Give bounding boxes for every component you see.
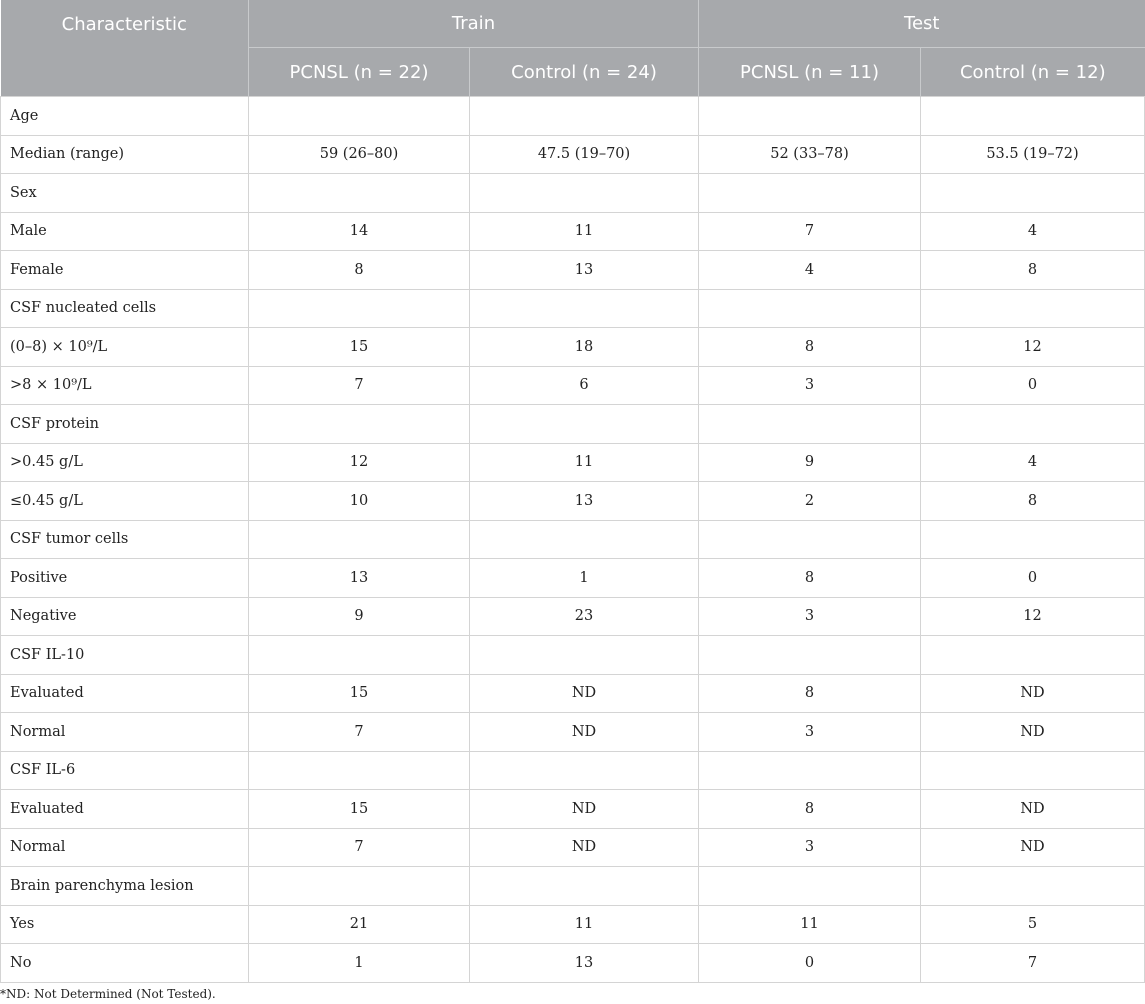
cell-value: 11 bbox=[470, 212, 699, 251]
cell-value bbox=[699, 636, 921, 675]
cell-value bbox=[249, 520, 470, 559]
cell-value: 8 bbox=[699, 674, 921, 713]
cell-value: 23 bbox=[470, 597, 699, 636]
cell-value bbox=[699, 405, 921, 444]
cell-value: 52 (33–78) bbox=[699, 135, 921, 174]
table-footnote: *ND: Not Determined (Not Tested). bbox=[0, 987, 216, 1001]
row-label: Evaluated bbox=[1, 674, 249, 713]
cell-value bbox=[921, 636, 1145, 675]
table-row bbox=[1, 328, 1145, 367]
header-test-pcnsl: PCNSL (n = 11) bbox=[699, 48, 921, 97]
cell-value: 59 (26–80) bbox=[249, 135, 470, 174]
row-label: Male bbox=[1, 212, 249, 251]
table-row bbox=[1, 97, 1145, 136]
cell-value: 8 bbox=[699, 328, 921, 367]
cell-value bbox=[249, 174, 470, 213]
table-row bbox=[1, 212, 1145, 251]
row-label: CSF protein bbox=[1, 405, 249, 444]
cell-value: 12 bbox=[921, 597, 1145, 636]
cell-value: ND bbox=[470, 790, 699, 829]
row-label: Negative bbox=[1, 597, 249, 636]
cell-value bbox=[249, 867, 470, 906]
table-row bbox=[1, 790, 1145, 829]
table-row bbox=[1, 405, 1145, 444]
row-label: CSF IL-6 bbox=[1, 751, 249, 790]
cell-value: 1 bbox=[249, 944, 470, 983]
row-label: CSF tumor cells bbox=[1, 520, 249, 559]
table-row bbox=[1, 251, 1145, 290]
row-label: Female bbox=[1, 251, 249, 290]
cell-value bbox=[921, 97, 1145, 136]
cell-value: 11 bbox=[470, 905, 699, 944]
cell-value bbox=[249, 636, 470, 675]
row-label: Evaluated bbox=[1, 790, 249, 829]
cell-value bbox=[249, 289, 470, 328]
cell-value: 7 bbox=[249, 713, 470, 752]
cell-value: 0 bbox=[699, 944, 921, 983]
table-row bbox=[1, 944, 1145, 983]
table-row bbox=[1, 713, 1145, 752]
cell-value bbox=[470, 636, 699, 675]
cell-value: ND bbox=[921, 713, 1145, 752]
cell-value: ND bbox=[921, 790, 1145, 829]
table-row bbox=[1, 520, 1145, 559]
row-label: Yes bbox=[1, 905, 249, 944]
table-row bbox=[1, 867, 1145, 906]
header-train-pcnsl: PCNSL (n = 22) bbox=[249, 48, 470, 97]
table-row bbox=[1, 674, 1145, 713]
table-body bbox=[1, 97, 1145, 983]
header-characteristic: Characteristic bbox=[1, 0, 249, 97]
cell-value: 11 bbox=[470, 443, 699, 482]
table-row bbox=[1, 174, 1145, 213]
table-row bbox=[1, 828, 1145, 867]
cell-value bbox=[699, 751, 921, 790]
cell-value bbox=[921, 405, 1145, 444]
cell-value: 8 bbox=[249, 251, 470, 290]
cell-value: 12 bbox=[249, 443, 470, 482]
cell-value: ND bbox=[470, 674, 699, 713]
cell-value bbox=[921, 751, 1145, 790]
cell-value: 15 bbox=[249, 328, 470, 367]
cell-value: 8 bbox=[699, 790, 921, 829]
row-label: >0.45 g/L bbox=[1, 443, 249, 482]
cell-value: ND bbox=[470, 713, 699, 752]
cell-value: 8 bbox=[921, 482, 1145, 521]
cell-value bbox=[699, 174, 921, 213]
row-label: CSF IL-10 bbox=[1, 636, 249, 675]
cell-value: 13 bbox=[470, 944, 699, 983]
cell-value: 10 bbox=[249, 482, 470, 521]
row-label: No bbox=[1, 944, 249, 983]
cell-value: 6 bbox=[470, 366, 699, 405]
cell-value bbox=[470, 867, 699, 906]
cell-value: 11 bbox=[699, 905, 921, 944]
row-label: >8 × 10⁹/L bbox=[1, 366, 249, 405]
cell-value bbox=[699, 867, 921, 906]
cell-value: 4 bbox=[921, 443, 1145, 482]
cell-value: 21 bbox=[249, 905, 470, 944]
cell-value: 0 bbox=[921, 559, 1145, 598]
table-row bbox=[1, 443, 1145, 482]
cell-value: 9 bbox=[249, 597, 470, 636]
cell-value bbox=[699, 520, 921, 559]
cell-value: 13 bbox=[470, 251, 699, 290]
cell-value: 53.5 (19–72) bbox=[921, 135, 1145, 174]
table-row bbox=[1, 905, 1145, 944]
row-label: Sex bbox=[1, 174, 249, 213]
row-label: (0–8) × 10⁹/L bbox=[1, 328, 249, 367]
table-header bbox=[1, 0, 1145, 97]
cell-value bbox=[470, 520, 699, 559]
row-label: Normal bbox=[1, 828, 249, 867]
row-label: Positive bbox=[1, 559, 249, 598]
cell-value: 7 bbox=[249, 828, 470, 867]
cell-value: 7 bbox=[921, 944, 1145, 983]
cell-value bbox=[470, 289, 699, 328]
cell-value: 5 bbox=[921, 905, 1145, 944]
cell-value bbox=[921, 520, 1145, 559]
cell-value: 8 bbox=[699, 559, 921, 598]
cell-value: 7 bbox=[699, 212, 921, 251]
row-label: Normal bbox=[1, 713, 249, 752]
cell-value: 13 bbox=[249, 559, 470, 598]
cell-value bbox=[470, 751, 699, 790]
cell-value: 4 bbox=[921, 212, 1145, 251]
cell-value bbox=[921, 289, 1145, 328]
cell-value bbox=[470, 405, 699, 444]
header-train-control: Control (n = 24) bbox=[470, 48, 699, 97]
table-row bbox=[1, 751, 1145, 790]
header-group-test: Test bbox=[699, 0, 1145, 48]
row-label: CSF nucleated cells bbox=[1, 289, 249, 328]
cell-value bbox=[921, 174, 1145, 213]
cell-value bbox=[249, 751, 470, 790]
cell-value: 4 bbox=[699, 251, 921, 290]
cell-value: 7 bbox=[249, 366, 470, 405]
cell-value: 14 bbox=[249, 212, 470, 251]
cell-value: 3 bbox=[699, 828, 921, 867]
row-label: ≤0.45 g/L bbox=[1, 482, 249, 521]
table-row bbox=[1, 636, 1145, 675]
row-label: Age bbox=[1, 97, 249, 136]
cell-value: 8 bbox=[921, 251, 1145, 290]
cell-value bbox=[249, 405, 470, 444]
row-label: Median (range) bbox=[1, 135, 249, 174]
cell-value: 15 bbox=[249, 790, 470, 829]
cell-value: 13 bbox=[470, 482, 699, 521]
cell-value bbox=[249, 97, 470, 136]
cell-value bbox=[470, 174, 699, 213]
cell-value: ND bbox=[921, 674, 1145, 713]
table-row bbox=[1, 597, 1145, 636]
cell-value: 1 bbox=[470, 559, 699, 598]
cell-value bbox=[699, 289, 921, 328]
cell-value bbox=[921, 867, 1145, 906]
table-row bbox=[1, 482, 1145, 521]
table-row bbox=[1, 135, 1145, 174]
cell-value bbox=[470, 97, 699, 136]
cell-value: 3 bbox=[699, 366, 921, 405]
header-test-control: Control (n = 12) bbox=[921, 48, 1145, 97]
cell-value: 3 bbox=[699, 597, 921, 636]
cell-value: 2 bbox=[699, 482, 921, 521]
cell-value: 12 bbox=[921, 328, 1145, 367]
cell-value: 9 bbox=[699, 443, 921, 482]
cell-value: 3 bbox=[699, 713, 921, 752]
cell-value: 15 bbox=[249, 674, 470, 713]
row-label: Brain parenchyma lesion bbox=[1, 867, 249, 906]
cell-value: 0 bbox=[921, 366, 1145, 405]
cell-value: 47.5 (19–70) bbox=[470, 135, 699, 174]
table-row bbox=[1, 289, 1145, 328]
cell-value: 18 bbox=[470, 328, 699, 367]
cell-value: ND bbox=[470, 828, 699, 867]
header-group-train: Train bbox=[249, 0, 699, 48]
table-row bbox=[1, 366, 1145, 405]
cell-value: ND bbox=[921, 828, 1145, 867]
table-row bbox=[1, 559, 1145, 598]
cell-value bbox=[699, 97, 921, 136]
